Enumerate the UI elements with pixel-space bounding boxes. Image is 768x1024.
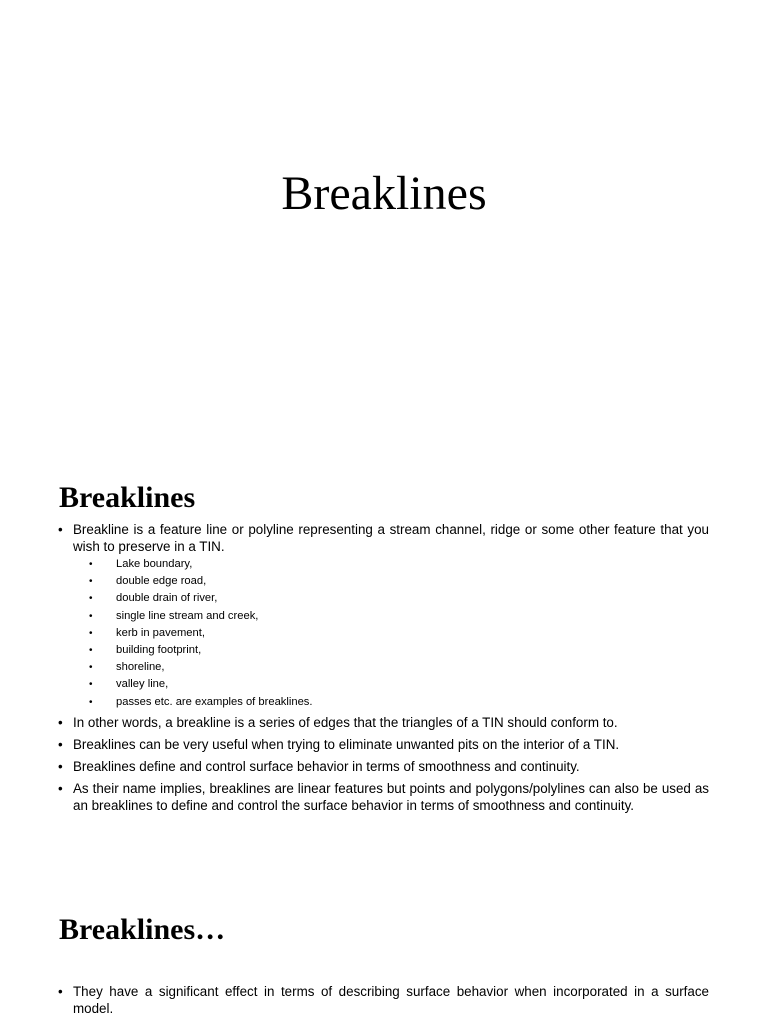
sub-list-item [73, 608, 709, 625]
bullet-text: Breaklines can be very useful when trying to eliminate unwanted pits on the interior of a TIN. [73, 736, 620, 752]
bullet-text: They have a significant effect in terms of describing surface behavior when incorporated in a surface model. [73, 984, 709, 1016]
sub-bullet-text: Lake boundary, [116, 558, 193, 570]
list-item [58, 758, 709, 775]
bullet-icon: • [58, 984, 63, 999]
bullet-icon: • [89, 593, 93, 605]
slide-title: Breaklines [281, 167, 487, 220]
sub-bullet-text: single line stream and creek, [116, 609, 259, 622]
sub-bullet-text: passes etc. are examples of breaklines. [116, 695, 313, 708]
bullet-icon: • [89, 662, 93, 674]
list-item [58, 780, 709, 814]
bullet-icon: • [58, 758, 63, 774]
bullet-text: As their name implies, breaklines are linear features but points and polygons/polylines can also be used as an breaklines to define and control the surface behavior in terms of smoothness and continuity. [73, 780, 709, 813]
bullet-list [58, 521, 709, 819]
sub-bullet-text: kerb in pavement, [116, 626, 205, 639]
sub-list-item [73, 659, 709, 676]
title-slide [0, 0, 768, 440]
sub-bullet-text: valley line, [116, 678, 169, 691]
list-item [58, 983, 709, 1017]
list-item [58, 736, 709, 753]
sub-list-item [73, 642, 709, 659]
sub-list-item [73, 556, 709, 573]
sub-list-item [73, 573, 709, 590]
sub-list-item [73, 590, 709, 607]
bullet-icon: • [89, 627, 93, 639]
bullet-icon: • [58, 780, 63, 796]
bullet-icon: • [89, 559, 93, 570]
list-item [58, 521, 709, 711]
bullet-icon: • [58, 522, 63, 537]
bullet-list [58, 983, 709, 1022]
bullet-icon: • [89, 679, 93, 691]
bullet-icon: • [89, 576, 93, 588]
bullet-text: Breakline is a feature line or polyline representing a stream channel, ridge or some other feature that you wish to preserve in a TIN. [73, 522, 709, 554]
slide-heading: Breaklines… [59, 913, 226, 946]
sub-bullet-text: double drain of river, [116, 592, 218, 605]
sub-bullet-text: shoreline, [116, 661, 165, 674]
slide-heading: Breaklines [59, 481, 196, 514]
sub-list-item [73, 625, 709, 642]
sub-list-item [73, 676, 709, 693]
bullet-text: Breaklines define and control surface behavior in terms of smoothness and continuity. [73, 758, 580, 774]
sub-bullet-list [73, 556, 709, 711]
bullet-icon: • [89, 610, 93, 622]
list-item [58, 714, 709, 731]
bullet-icon: • [89, 696, 93, 708]
breaklines-continued-slide [0, 875, 768, 1024]
sub-bullet-text: building footprint, [116, 644, 202, 657]
breaklines-slide [0, 440, 768, 875]
sub-bullet-text: double edge road, [116, 575, 207, 588]
bullet-icon: • [58, 736, 63, 752]
sub-list-item [73, 694, 709, 711]
bullet-icon: • [89, 645, 93, 657]
bullet-text: In other words, a breakline is a series of edges that the triangles of a TIN should conform to. [73, 714, 618, 730]
bullet-icon: • [58, 714, 63, 730]
